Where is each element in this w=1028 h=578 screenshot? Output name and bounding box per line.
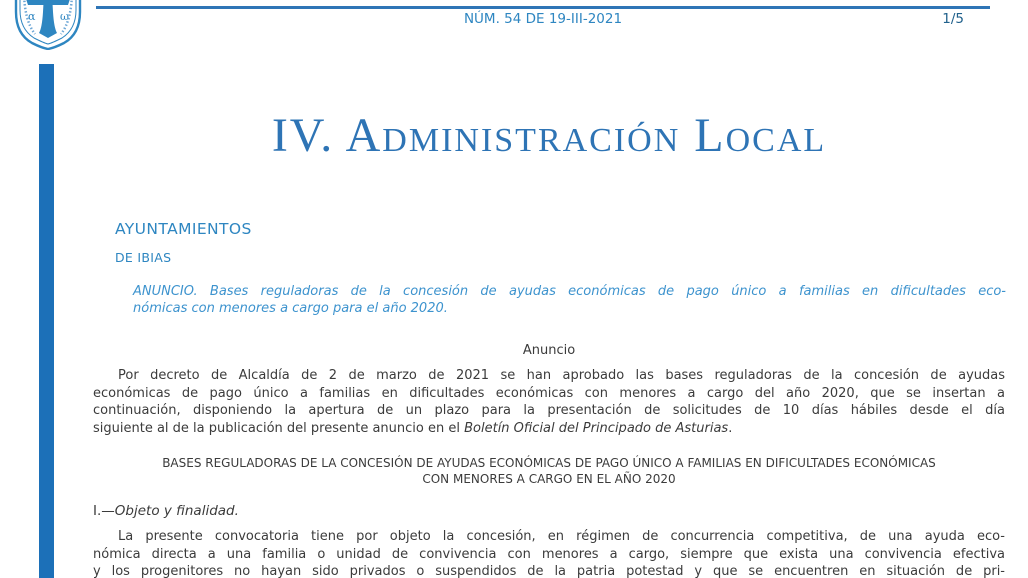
section-1-title: —Objeto y finalidad. <box>101 503 239 519</box>
section-1-objeto-y-finalidad <box>93 503 239 519</box>
announcement-summary <box>133 283 1006 317</box>
page-indicator: 1/5 <box>942 11 964 27</box>
last-line-prefix: siguiente al de la publicación del presente anuncio en el <box>93 420 465 436</box>
last-line-suffix: . <box>728 420 733 436</box>
section-heading-ayuntamientos: AYUNTAMIENTOS <box>115 220 252 238</box>
text-line: CON MENORES A CARGO EN EL AÑO 2020 <box>422 471 676 486</box>
anuncio-heading: Anuncio <box>522 343 576 358</box>
header-rule <box>96 6 990 9</box>
paragraph-decree-last-line <box>93 420 1005 438</box>
text-line: y los progenitores no hayan sido privados o suspendidos de la patria potestad y que se encuentren en situación de pri- <box>93 564 1005 578</box>
text-line: nómicas con menores a cargo para el año 2020. <box>133 301 448 316</box>
paragraph-convocatoria <box>93 528 1005 578</box>
text-line: Por decreto de Alcaldía de 2 de marzo de 2021 se han aprobado las bases reguladoras de la concesión de ayudas <box>118 368 1005 383</box>
text-line: La presente convocatoria tiene por objeto la concesión, en régimen de concurrencia competitiva, de una ayuda eco- <box>118 529 1005 544</box>
paragraph-decree-lines <box>93 367 1005 420</box>
header-issue-number: NÚM. 54 DE 19-III-2021 <box>463 11 623 27</box>
text-line: BASES REGULADORAS DE LA CONCESIÓN DE AYUDAS ECONÓMICAS DE PAGO ÚNICO A FAMILIAS EN DIFICULTADES ECONÓMICAS <box>162 456 936 470</box>
text-line: económicas de pago único a familias en dificultades económicas con menores a cargo del año 2020, que se insertan a <box>93 385 1005 401</box>
document-title: IV. Administración Local <box>271 109 827 162</box>
left-accent-bar <box>39 64 54 578</box>
text-line: continuación, disponiendo la apertura de un plazo para la presentación de solicitudes de 10 días hábiles desde el día <box>93 403 1005 418</box>
svg-text:α: α <box>28 10 36 23</box>
svg-text:ω: ω <box>60 10 69 23</box>
bulletin-name-italic: Boletín Oficial del Principado de Asturias <box>464 420 729 436</box>
text-line: ANUNCIO. Bases reguladoras de la concesión de ayudas económicas de pago único a familias en dificultades eco- <box>133 284 1006 299</box>
section-subheading-de-ibias: DE IBIAS <box>115 250 172 265</box>
bases-reguladoras-heading <box>93 456 1005 487</box>
paragraph-decree <box>93 367 1005 437</box>
text-line: nómica directa a una familia o unidad de convivencia con menores a cargo, siempre que exista una convivencia efectiva <box>93 546 1005 562</box>
section-1-numeral: I. <box>93 503 102 519</box>
asturias-coat-of-arms-logo <box>8 0 88 50</box>
